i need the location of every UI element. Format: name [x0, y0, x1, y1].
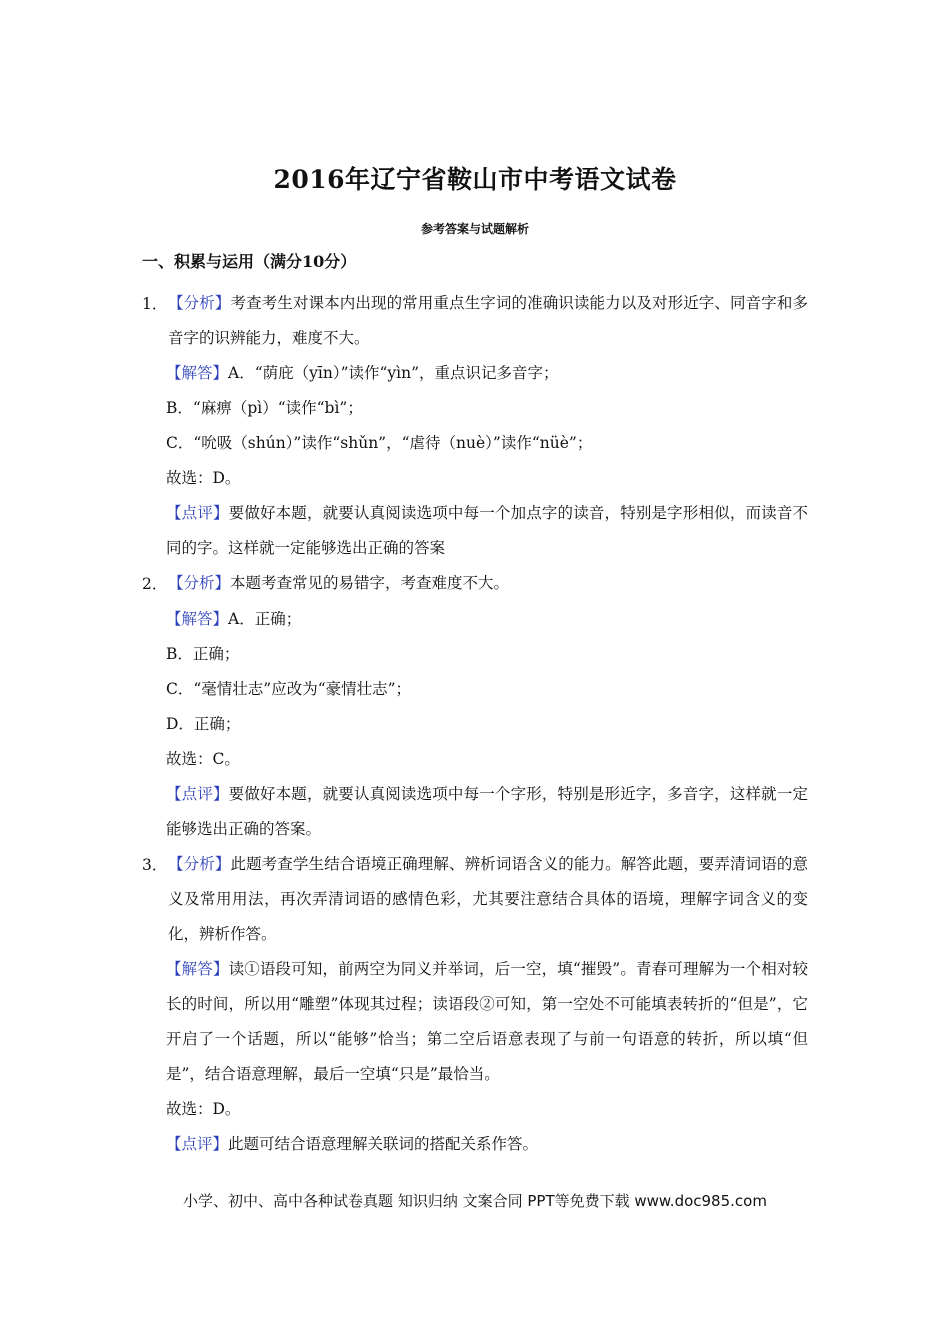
- answer-line: [166, 356, 808, 391]
- analysis-text: 考查考生对课本内出现的常用重点生字词的准确识读能力以及对形近字、同音字和多音字的识辨能力，难度不大。: [168, 294, 808, 347]
- answer-tag: 【解答】: [166, 610, 229, 628]
- analysis-tag: 【分析】: [168, 855, 231, 873]
- analysis-paragraph: [168, 566, 808, 601]
- question-1: [142, 286, 808, 356]
- answer-option-d: D．正确；: [166, 715, 241, 733]
- section-heading: 一、积累与运用（满分10分）: [142, 252, 357, 271]
- answer-tag: 【解答】: [166, 364, 229, 382]
- answer-option-b: B．“麻痹（pì）“读作“bì”；: [166, 399, 363, 417]
- analysis-paragraph: [168, 847, 808, 952]
- answer-option-c: C．“毫情壮志”应改为“豪情壮志”；: [166, 680, 412, 698]
- comment-paragraph: [166, 496, 808, 566]
- analysis-paragraph: [168, 286, 808, 356]
- answer-text: A．正确；: [228, 610, 302, 628]
- analysis-tag: 【分析】: [168, 294, 231, 312]
- comment-text: 此题可结合语意理解关联词的搭配关系作答。: [228, 1135, 539, 1153]
- comment-paragraph: [166, 777, 808, 847]
- analysis-text: 本题考查常见的易错字，考查难度不大。: [230, 574, 510, 592]
- answer-choice: 故选：C。: [166, 750, 240, 768]
- analysis-tag: 【分析】: [168, 574, 231, 592]
- question-number: 2．: [142, 575, 168, 593]
- answer-option-c: C．“吮吸（shún）”读作“shǔn”，“虐待（nuè）”读作“nüè”；: [166, 434, 593, 452]
- page-title: 2016年辽宁省鞍山市中考语文试卷: [273, 165, 677, 194]
- page-footer: 小学、初中、高中各种试卷真题 知识归纳 文案合同 PPT等免费下载 www.doc985.com: [183, 1192, 767, 1210]
- answer-paragraph: [166, 952, 808, 1092]
- analysis-text: 此题考查学生结合语境正确理解、辨析词语含义的能力。解答此题，要弄清词语的意义及常用用法，再次弄清词语的感情色彩，尤其要注意结合具体的语境，理解字词含义的变化，辨析作答。: [168, 855, 808, 943]
- comment-tag: 【点评】: [166, 785, 229, 803]
- answer-text: A．“荫庇（yīn）”读作“yìn”，重点识记多音字；: [228, 364, 559, 382]
- question-3: [142, 847, 808, 952]
- question-2: [142, 566, 808, 602]
- comment-tag: 【点评】: [166, 1135, 229, 1153]
- comment-tag: 【点评】: [166, 504, 229, 522]
- answer-content: [142, 286, 808, 1162]
- answer-choice: 故选：D。: [166, 469, 241, 487]
- answer-tag: 【解答】: [166, 960, 229, 978]
- comment-text: 要做好本题，就要认真阅读选项中每一个字形，特别是形近字，多音字，这样就一定能够选出正确的答案。: [166, 785, 808, 838]
- answer-line: [166, 602, 808, 637]
- comment-text: 要做好本题，就要认真阅读选项中每一个加点字的读音，特别是字形相似，而读音不同的字。这样就一定能够选出正确的答案: [166, 504, 808, 557]
- answer-option-b: B．正确；: [166, 645, 240, 663]
- comment-paragraph: [166, 1127, 808, 1162]
- question-number: 1．: [142, 295, 168, 313]
- answer-choice: 故选：D。: [166, 1100, 241, 1118]
- page-subtitle: 参考答案与试题解析: [420, 222, 529, 236]
- answer-text: 读①语段可知，前两空为同义并举词，后一空，填“摧毁”。青春可理解为一个相对较长的时间，所以用“雕塑”体现其过程；读语段②可知，第一空处不可能填表转折的“但是”，它开启了一个话题，所以“能够”恰当；第二空后语意表现了与前一句语意的转折，所以填“但是”，结合语意理解，最后一空填“只是”最恰当。: [166, 960, 808, 1083]
- question-number: 3．: [142, 856, 168, 874]
